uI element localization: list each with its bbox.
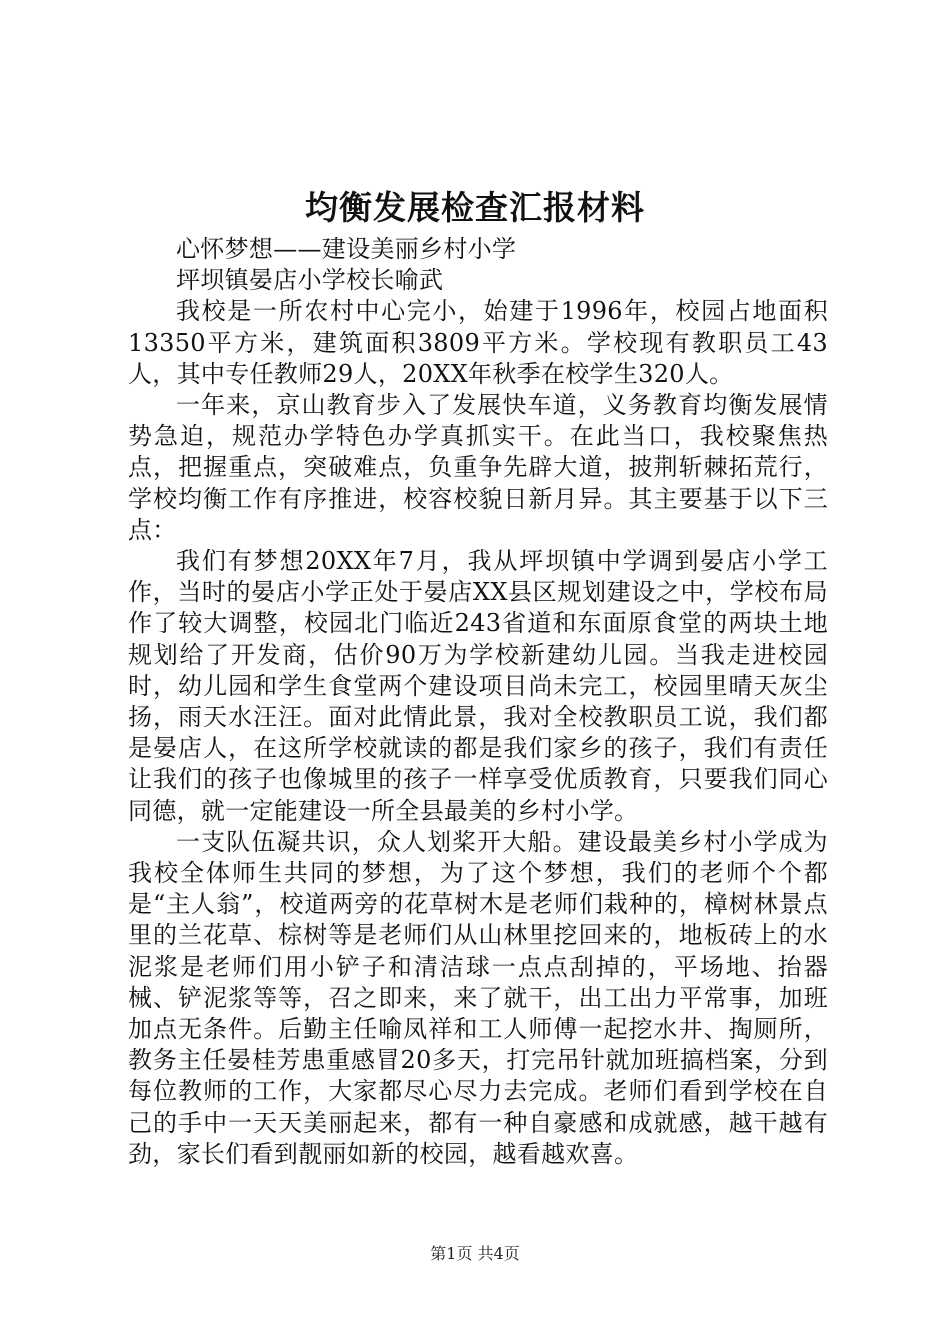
body-paragraph: 一支队伍凝共识，众人划桨开大船。建设最美乡村小学成为我校全体师生共同的梦想，为了这个梦想，我们的老师个个都是“主人翁”，校道两旁的花草树木是老师们栽种的，樟树林景点里的兰花草、棕树等是老师们从山林里挖回来的，地板砖上的水泥浆是老师们用小铲子和清洁球一点点刮掉的，平场地、抬器械、铲泥浆等等，召之即来，来了就干，出工出力平常事，加班加点无条件。后勤主任喻凤祥和工人师傅一起挖水井、掏厕所，教务主任晏桂芳患重感冒20多天，打完吊针就加班搞档案，分到每位教师的工作，大家都尽心尽力去完成。老师们看到学校在自己的手中一天天美丽起来，都有一种自豪感和成就感，越干越有劲，家长们看到靓丽如新的校园，越看越欢喜。 — [128, 827, 828, 1168]
body-paragraph: 我们有梦想20XX年7月，我从坪坝镇中学调到晏店小学工作，当时的晏店小学正处于晏店XX县区规划建设之中，学校布局作了较大调整，校园北门临近243省道和东面原食堂的两块土地规划给了开发商，估价90万为学校新建幼儿园。当我走进校园时，幼儿园和学生食堂两个建设项目尚未完工，校园里晴天灰尘扬，雨天水汪汪。面对此情此景，我对全校教职员工说，我们都是晏店人，在这所学校就读的都是我们家乡的孩子，我们有责任让我们的孩子也像城里的孩子一样享受优质教育，只要我们同心同德，就一定能建设一所全县最美的乡村小学。 — [128, 547, 828, 825]
body-paragraph: 一年来，京山教育步入了发展快车道，义务教育均衡发展情势急迫，规范办学特色办学真抓实干。在此当口，我校聚焦热点，把握重点，突破难点，负重争先辟大道，披荆斩棘拓荒行，学校均衡工作有序推进，校容校貌日新月异。其主要基于以下三点： — [128, 391, 828, 544]
author-paragraph: 坪坝镇晏店小学校长喻武 — [176, 266, 444, 295]
subtitle-paragraph: 心怀梦想——建设美丽乡村小学 — [176, 235, 517, 263]
document-body — [128, 234, 828, 1170]
document-title: 均衡发展检查汇报材料 — [305, 188, 645, 227]
page-footer: 第1页 共4页 — [430, 1244, 520, 1263]
body-paragraph: 我校是一所农村中心完小，始建于1996年，校园占地面积13350平方米，建筑面积3809平方米。学校现有教职员工43人，其中专任教师29人，20XX年秋季在校学生320人。 — [128, 297, 828, 388]
